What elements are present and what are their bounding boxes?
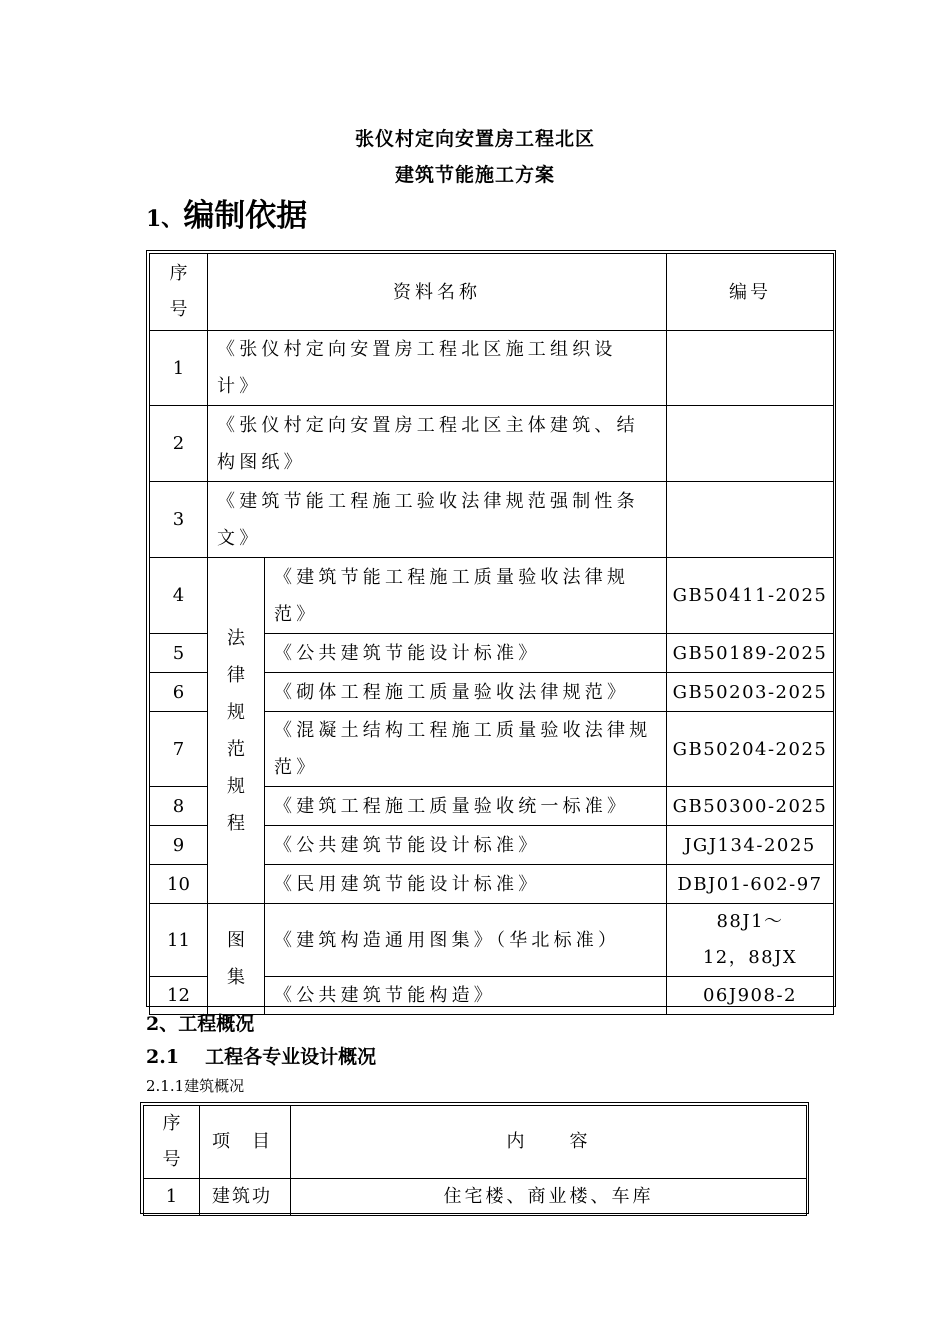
row-code [667, 406, 834, 482]
row-no: 1 [144, 1179, 200, 1216]
row-code: DBJ01-602-97 [667, 865, 834, 904]
row-name: 《民用建筑节能设计标准》 [265, 865, 667, 904]
row-name: 《建筑工程施工质量验收统一标准》 [265, 787, 667, 826]
row-code: 88J1～ 12，88JX [667, 904, 834, 977]
table-row [150, 558, 834, 634]
row-item: 建筑功 [200, 1179, 291, 1216]
row-name: 《张仪村定向安置房工程北区施工组织设 计》 [208, 331, 667, 406]
row-name: 《张仪村定向安置房工程北区主体建筑、结 构图纸》 [208, 406, 667, 482]
row-no: 5 [150, 634, 208, 673]
header-no: 序 号 [144, 1106, 200, 1179]
row-name: 《公共建筑节能设计标准》 [265, 634, 667, 673]
overview-table [143, 1105, 807, 1216]
row-code: GB50203-2025 [667, 673, 834, 712]
row-no: 2 [150, 406, 208, 482]
section1-number: 1、 [146, 206, 184, 232]
table-row [150, 482, 834, 558]
row-no: 12 [150, 977, 208, 1015]
row-code: GB50300-2025 [667, 787, 834, 826]
section2-1-heading [146, 1042, 376, 1069]
row-no: 9 [150, 826, 208, 865]
group-standards-label: 法 律 规 范 规 程 [208, 558, 265, 904]
row-code: 06J908-2 [667, 977, 834, 1015]
row-content: 住宅楼、商业楼、车库 [291, 1179, 807, 1216]
row-no: 10 [150, 865, 208, 904]
section2-1-1-heading: 2.1.1建筑概况 [146, 1077, 245, 1095]
row-name: 《公共建筑节能设计标准》 [265, 826, 667, 865]
row-no: 11 [150, 904, 208, 977]
table-header-row [144, 1106, 807, 1179]
header-no: 序 号 [150, 254, 208, 331]
row-name: 《混凝土结构工程施工质量验收法律规 范》 [265, 712, 667, 787]
header-code: 编号 [667, 254, 834, 331]
row-no: 8 [150, 787, 208, 826]
row-no: 4 [150, 558, 208, 634]
section2-heading: 2、工程概况 [146, 1013, 255, 1035]
section1-title: 编制依据 [183, 198, 308, 234]
document-title-line2: 建筑节能施工方案 [394, 164, 555, 186]
table-row [150, 331, 834, 406]
table-header-row [150, 254, 834, 331]
header-content: 内 容 [291, 1106, 807, 1179]
row-no: 1 [150, 331, 208, 406]
row-code: GB50189-2025 [667, 634, 834, 673]
row-no: 3 [150, 482, 208, 558]
row-name: 《建筑构造通用图集》（华北标准） [265, 904, 667, 977]
row-name: 《建筑节能工程施工验收法律规范强制性条 文》 [208, 482, 667, 558]
row-code [667, 331, 834, 406]
table-row [150, 406, 834, 482]
row-name: 《砌体工程施工质量验收法律规范》 [265, 673, 667, 712]
section1-heading [146, 190, 307, 235]
row-no: 7 [150, 712, 208, 787]
group-atlas-label: 图 集 [208, 904, 265, 1015]
row-code: JGJ134-2025 [667, 826, 834, 865]
row-no: 6 [150, 673, 208, 712]
row-code: GB50204-2025 [667, 712, 834, 787]
basis-table [149, 253, 834, 1015]
table-row [150, 904, 834, 977]
section2-1-number: 2.1 [146, 1046, 180, 1068]
section2-1-title: 工程各专业设计概况 [205, 1046, 377, 1068]
document-title-line1: 张仪村定向安置房工程北区 [354, 128, 595, 150]
header-item: 项 目 [200, 1106, 291, 1179]
row-code [667, 482, 834, 558]
table-row [144, 1179, 807, 1216]
row-name: 《公共建筑节能构造》 [265, 977, 667, 1015]
header-name: 资料名称 [208, 254, 667, 331]
row-code: GB50411-2025 [667, 558, 834, 634]
row-name: 《建筑节能工程施工质量验收法律规 范》 [265, 558, 667, 634]
